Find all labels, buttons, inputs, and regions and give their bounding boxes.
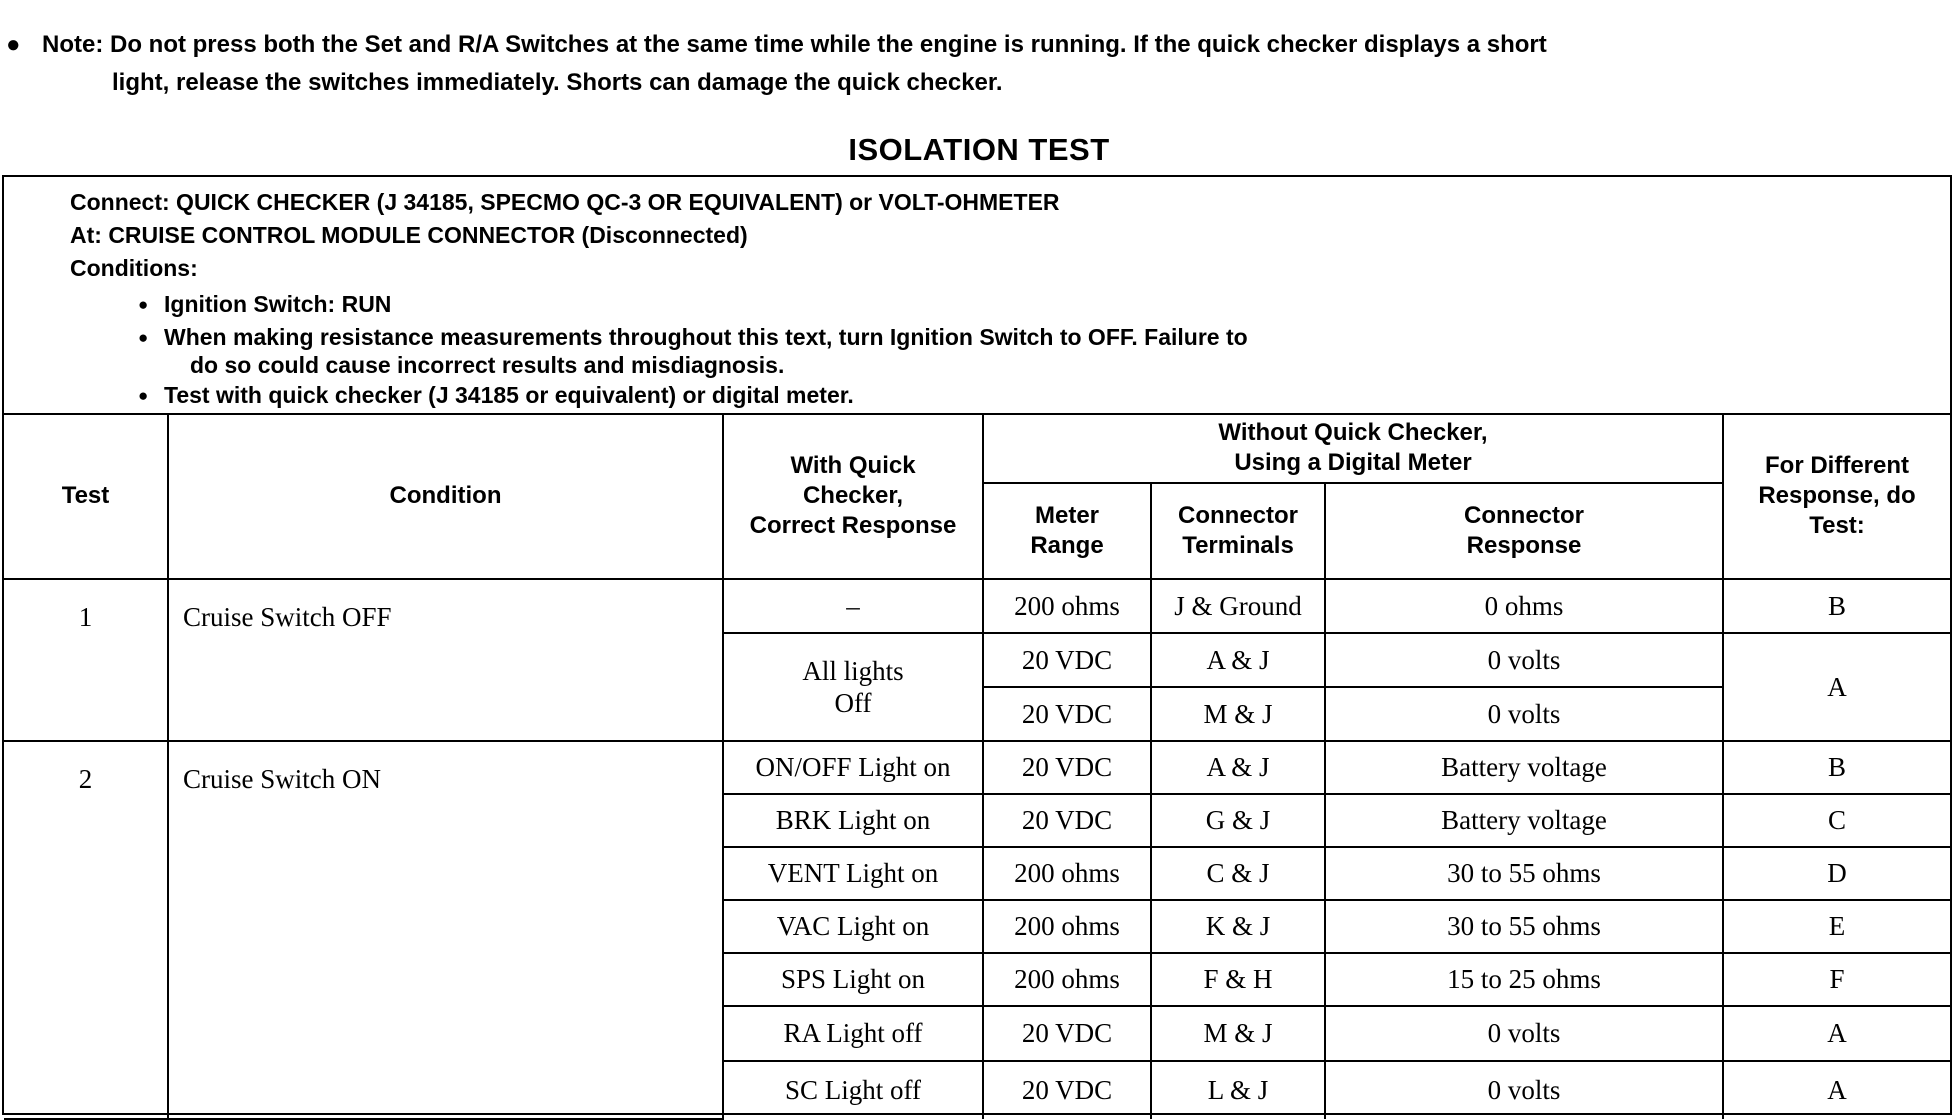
connector-response: 15 to 25 ohms <box>1325 953 1723 1006</box>
meter-range: 20 VDC <box>983 1061 1151 1119</box>
meter-range: 20 VDC <box>983 633 1151 687</box>
conditions-label: Conditions: <box>70 255 198 281</box>
header-condition: Condition <box>168 413 723 579</box>
connector-terminals: A & J <box>1151 741 1325 794</box>
meter-range: 200 ohms <box>983 900 1151 953</box>
qc-response: – <box>723 579 983 633</box>
next-test: D <box>1723 847 1950 900</box>
next-test: B <box>1723 579 1950 633</box>
next-test: A <box>1723 1006 1950 1061</box>
test-number: 2 <box>4 741 168 1119</box>
condition-bullet-1: ● Ignition Switch: RUN <box>164 291 391 318</box>
connector-terminals: M & J <box>1151 1006 1325 1061</box>
test-condition: Cruise Switch ON <box>168 741 723 1119</box>
connector-terminals: F & H <box>1151 953 1325 1006</box>
next-test: F <box>1723 953 1950 1006</box>
next-test: A <box>1723 633 1950 741</box>
connect-line: Connect: QUICK CHECKER (J 34185, SPECMO QC-3 OR EQUIVALENT) or VOLT-OHMETER <box>70 189 1060 215</box>
header-row-1 <box>4 413 1950 483</box>
connector-terminals: L & J <box>1151 1061 1325 1119</box>
setup-block <box>4 177 1950 415</box>
meter-range: 20 VDC <box>983 687 1151 741</box>
connector-terminals: K & J <box>1151 900 1325 953</box>
connector-response: Battery voltage <box>1325 741 1723 794</box>
meter-range: 20 VDC <box>983 741 1151 794</box>
header-without-quick-checker: Without Quick Checker, Using a Digital Meter <box>983 413 1723 483</box>
connector-terminals: M & J <box>1151 687 1325 741</box>
isolation-test-table <box>4 413 1950 1120</box>
connector-response: 0 volts <box>1325 1061 1723 1119</box>
meter-range: 20 VDC <box>983 794 1151 847</box>
test-condition: Cruise Switch OFF <box>168 579 723 741</box>
isolation-test-frame <box>2 175 1952 1115</box>
qc-response: ON/OFF Light on <box>723 741 983 794</box>
at-line: At: CRUISE CONTROL MODULE CONNECTOR (Disconnected) <box>70 222 748 248</box>
test-number: 1 <box>4 579 168 741</box>
table-row <box>4 741 1950 794</box>
header-with-quick-checker: With Quick Checker, Correct Response <box>723 413 983 579</box>
condition-bullet-2: ● When making resistance measurements throughout this text, turn Ignition Switch to OFF. Failure to <box>164 324 1248 351</box>
qc-response: VENT Light on <box>723 847 983 900</box>
meter-range: 200 ohms <box>983 847 1151 900</box>
meter-range: 20 VDC <box>983 1006 1151 1061</box>
next-test: A <box>1723 1061 1950 1119</box>
note-line-2: light, release the switches immediately. Shorts can damage the quick checker. <box>112 69 1003 96</box>
connector-terminals: A & J <box>1151 633 1325 687</box>
page-title: ISOLATION TEST <box>848 132 1110 167</box>
qc-response: BRK Light on <box>723 794 983 847</box>
header-test: Test <box>4 413 168 579</box>
connector-terminals: G & J <box>1151 794 1325 847</box>
connector-response: Battery voltage <box>1325 794 1723 847</box>
qc-response: RA Light off <box>723 1006 983 1061</box>
header-meter-range: Meter Range <box>983 483 1151 579</box>
connector-response: 30 to 55 ohms <box>1325 847 1723 900</box>
note-line-1: Note: Do not press both the Set and R/A Switches at the same time while the engine is running. If the quick checker displays a short <box>42 31 1547 58</box>
connector-response: 30 to 55 ohms <box>1325 900 1723 953</box>
condition-bullet-2-cont: do so could cause incorrect results and misdiagnosis. <box>190 352 785 378</box>
bullet-icon: ● <box>6 31 21 58</box>
next-test: E <box>1723 900 1950 953</box>
connector-response: 0 ohms <box>1325 579 1723 633</box>
header-different-response: For Different Response, do Test: <box>1723 413 1950 579</box>
table-row <box>4 579 1950 633</box>
connector-terminals: J & Ground <box>1151 579 1325 633</box>
meter-range: 200 ohms <box>983 953 1151 1006</box>
qc-response: SPS Light on <box>723 953 983 1006</box>
meter-range: 200 ohms <box>983 579 1151 633</box>
next-test: C <box>1723 794 1950 847</box>
qc-response: All lights Off <box>723 633 983 741</box>
connector-response: 0 volts <box>1325 633 1723 687</box>
next-test: B <box>1723 741 1950 794</box>
connector-terminals: C & J <box>1151 847 1325 900</box>
header-connector-response: Connector Response <box>1325 483 1723 579</box>
qc-response: VAC Light on <box>723 900 983 953</box>
condition-bullet-3: ● Test with quick checker (J 34185 or equivalent) or digital meter. <box>164 382 854 409</box>
connector-response: 0 volts <box>1325 1006 1723 1061</box>
qc-response: SC Light off <box>723 1061 983 1119</box>
header-connector-terminals: Connector Terminals <box>1151 483 1325 579</box>
connector-response: 0 volts <box>1325 687 1723 741</box>
